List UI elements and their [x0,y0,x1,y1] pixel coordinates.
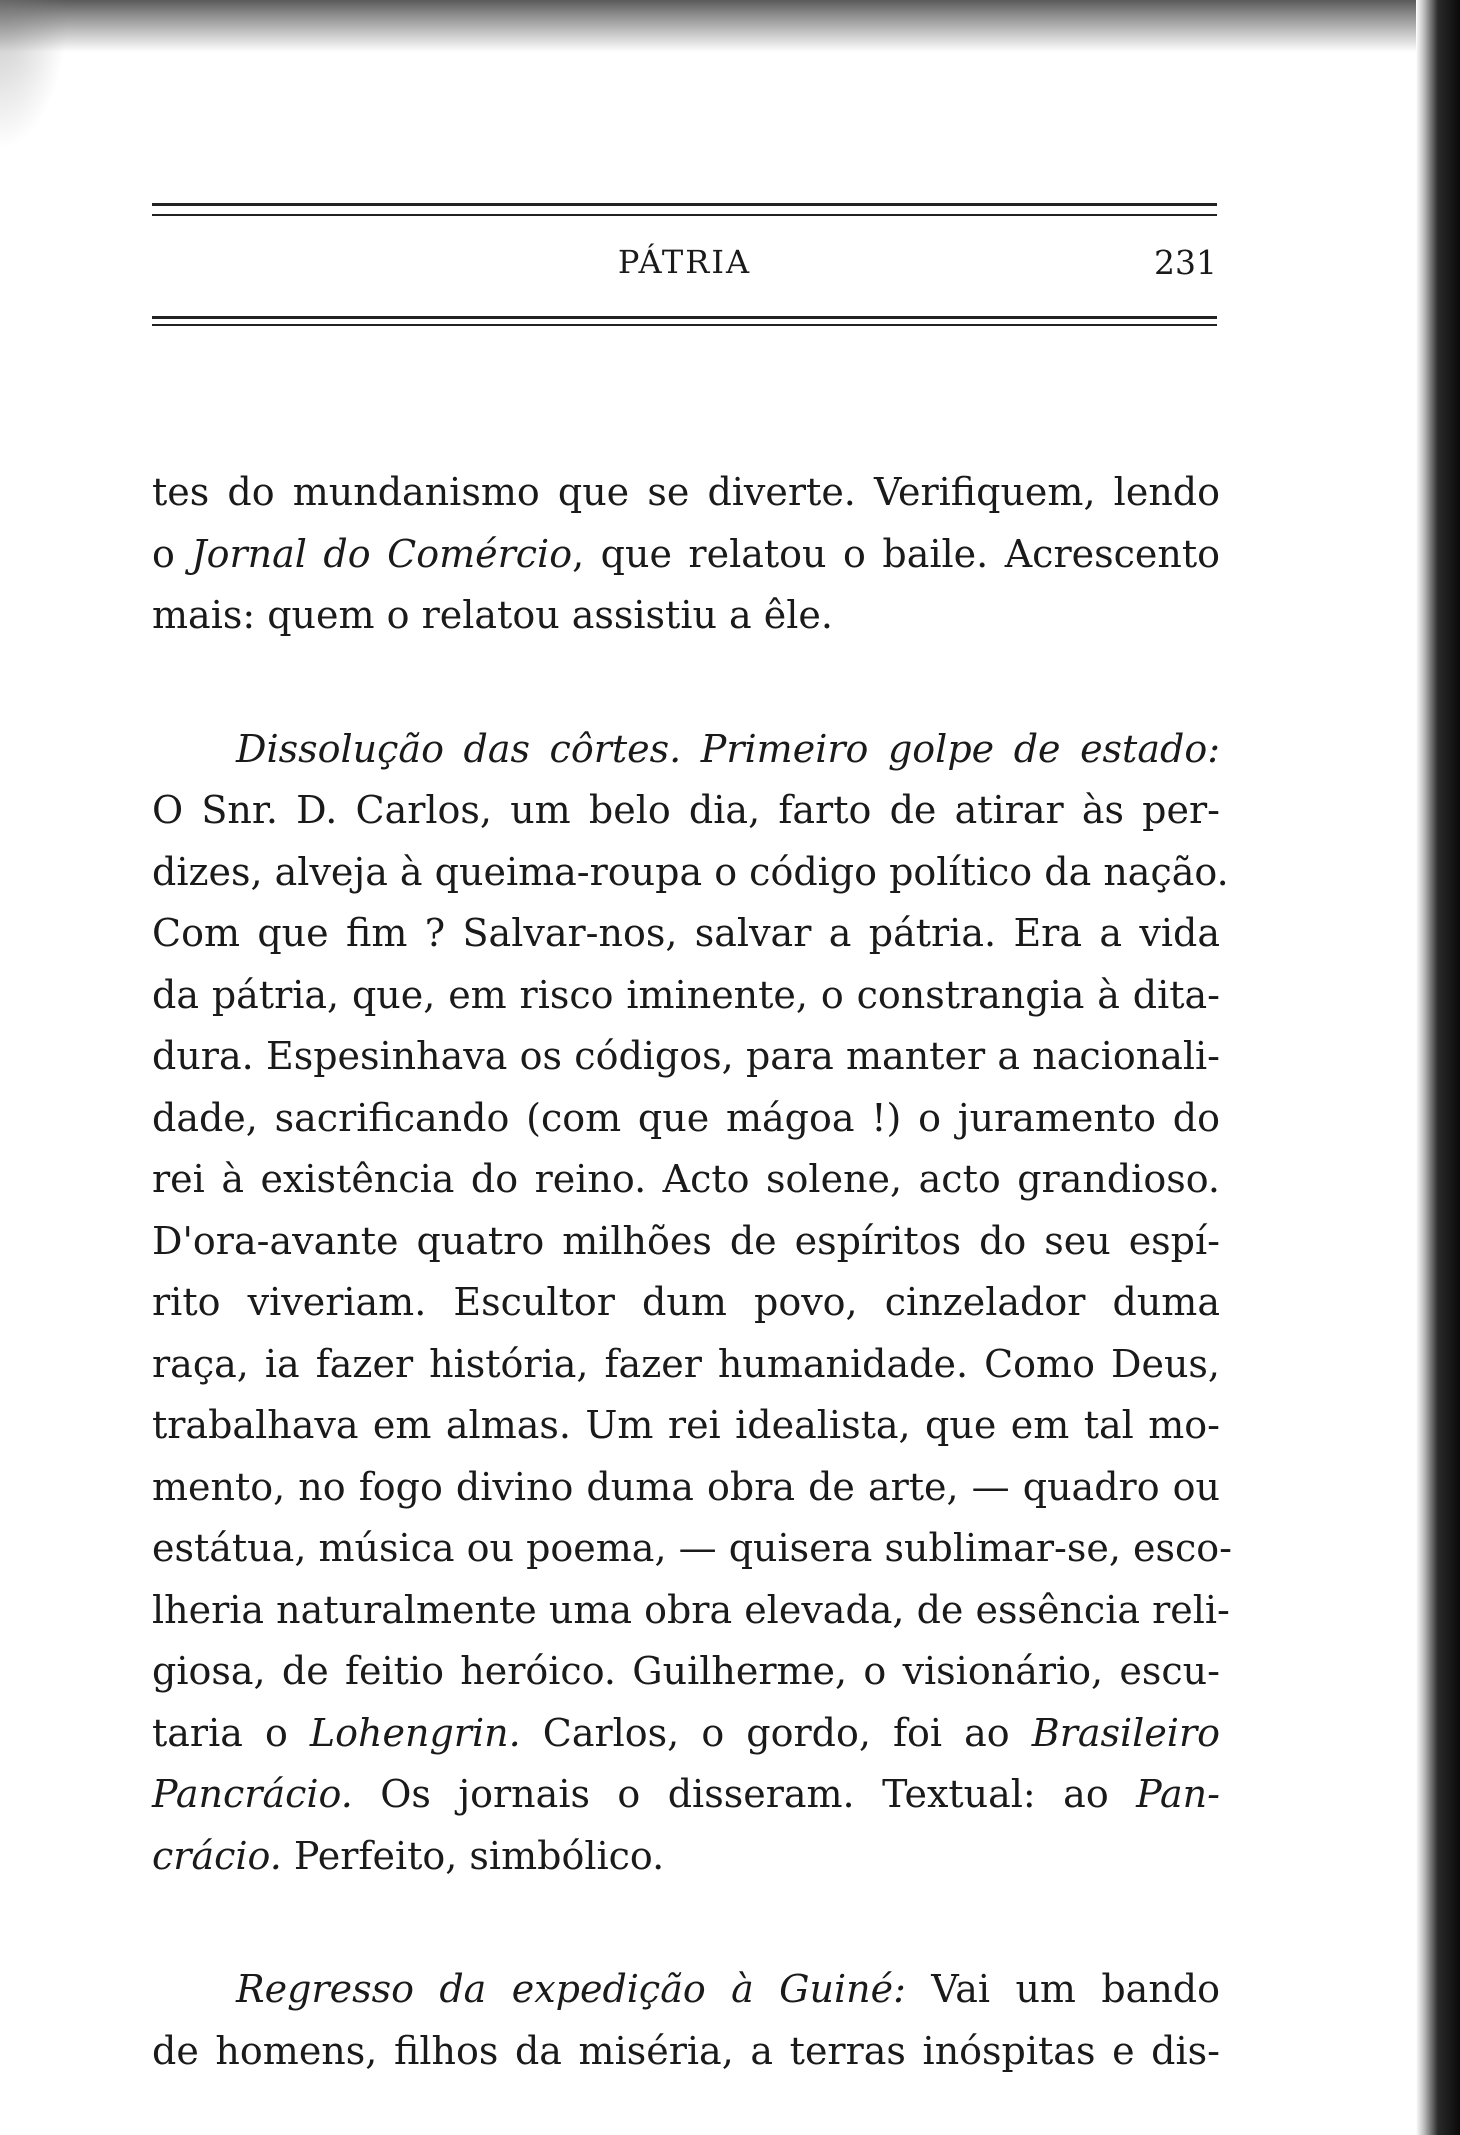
paragraph-gap [152,1887,1220,1959]
text-run: , que relatou o baile. Acrescento [572,531,1220,576]
text-line [152,1149,1220,1211]
body-text [152,462,1232,2082]
text-line [152,1088,1220,1150]
text-run-italic: Regresso da expedição à Guiné: [236,1967,906,2011]
text-line [152,1395,1220,1457]
text-run: dizes, alveja à queima-roupa o código político da nação. [152,849,1229,894]
text-line [152,842,1229,904]
text-run: Com que fim ? Salvar-nos, salvar a pátria. Era a vida [152,911,1220,955]
text-line [152,780,1220,842]
scan-shadow-top [0,0,1460,52]
text-run: rito viveriam. Escultor dum povo, cinzelador duma [152,1280,1220,1324]
running-title: PÁTRIA [617,243,752,281]
text-run: mais: quem o relatou assistiu a êle. [152,593,833,637]
text-run-italic: Pan- [1136,1772,1220,1816]
text-run: O Snr. D. Carlos, um belo dia, farto de atirar às per- [152,788,1220,832]
text-line [152,524,1220,586]
text-run: dade, sacrificando (com que mágoa !) o juramento do [152,1095,1220,1140]
text-run: Vai um bando [905,1967,1221,2011]
text-line [152,1959,1220,2021]
text-run-italic: Pancrácio. [152,1772,353,1816]
text-line [152,585,1220,647]
text-run: Carlos, o gordo, foi ao [520,1710,1032,1755]
scan-binding-edge [1416,0,1460,2135]
text-run: giosa, de feitio heróico. Guilherme, o visionário, escu- [152,1649,1220,1693]
header-rule-bottom-thin [152,324,1217,326]
text-run: mento, no fogo divino duma obra de arte, — quadro ou [152,1464,1220,1509]
text-line [152,1826,1220,1888]
header-rule-top [152,203,1217,206]
text-line [152,1334,1220,1396]
text-run: trabalhava em almas. Um rei idealista, que em tal mo- [152,1403,1220,1447]
text-line [152,719,1220,781]
text-run: tes do mundanismo que se diverte. Verifiquem, lendo [152,470,1220,514]
text-run: lheria naturalmente uma obra elevada, de essência reli- [152,1587,1230,1632]
text-run: estátua, música ou poema, — quisera sublimar-se, esco- [152,1526,1232,1570]
text-line [152,1580,1230,1642]
text-run-italic: Jornal do Comércio [191,531,573,576]
header-rule-top-thin [152,214,1217,216]
text-run: de homens, filhos da miséria, a terras inóspitas e dis- [152,2028,1220,2073]
text-line [152,1026,1220,1088]
text-line [152,1703,1220,1765]
text-line [152,903,1220,965]
text-run-italic: crácio. [152,1833,282,1878]
text-run: Perfeito, simbólico. [281,1833,665,1878]
text-line [152,1457,1220,1519]
paragraph-gap [152,647,1220,719]
text-run: taria o [152,1710,310,1755]
page-number: 231 [1154,243,1217,282]
text-run: raça, ia fazer história, fazer humanidade. Como Deus, [152,1341,1220,1386]
text-line [152,1272,1220,1334]
text-run: Os jornais o disseram. Textual: ao [352,1772,1137,1816]
text-run: rei à existência do reino. Acto solene, acto grandioso. [152,1157,1220,1201]
page-header [152,203,1217,328]
text-run-italic: Dissolução das côrtes. Primeiro golpe de estado: [236,726,1220,771]
paragraph [152,1959,1220,2082]
text-run-italic: Lohengrin. [309,1710,521,1755]
text-line [152,2021,1220,2083]
text-line [152,1518,1232,1580]
scan-shadow-corner [0,0,70,150]
paragraph [152,719,1232,1888]
text-line [152,1211,1220,1273]
text-run-italic: Brasileiro [1031,1710,1221,1755]
paragraph [152,462,1220,647]
text-line [152,1641,1220,1703]
header-rule-bottom [152,316,1217,319]
text-run: o [152,531,192,576]
text-line [152,965,1220,1027]
text-run: da pátria, que, em risco iminente, o constrangia à dita- [152,972,1220,1017]
text-line [152,462,1220,524]
text-run: dura. Espesinhava os códigos, para manter a nacionali- [152,1034,1220,1078]
text-run: D'ora-avante quatro milhões de espíritos do seu espí- [152,1218,1220,1263]
text-line [152,1764,1220,1826]
